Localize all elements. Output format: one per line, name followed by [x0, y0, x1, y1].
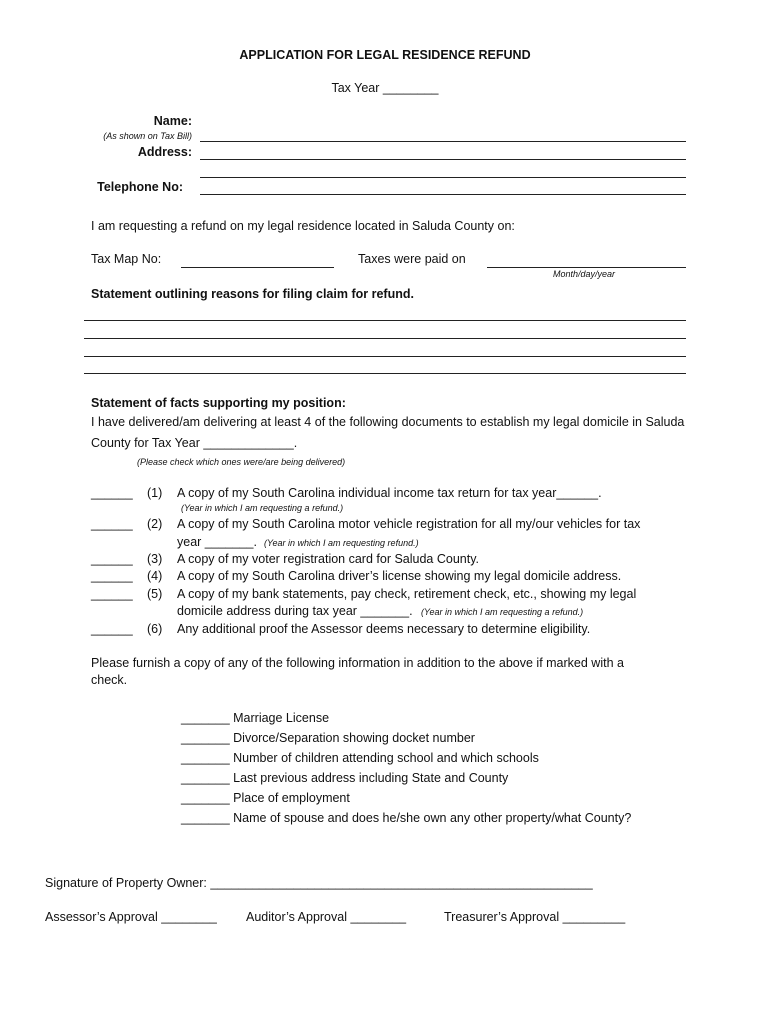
facts-line-1: I have delivered/am delivering at least 4 of the following documents to establish my legal domicile in Saluda: [91, 415, 685, 429]
reason-line-4[interactable]: [84, 373, 686, 374]
doc-5-text: A copy of my bank statements, pay check, retirement check, etc., showing my legal: [177, 587, 637, 601]
address-label: Address:: [137, 145, 192, 159]
doc-3-blank[interactable]: ______: [91, 552, 133, 566]
assessor-approval[interactable]: Assessor’s Approval ________: [45, 910, 217, 924]
furnish-line-2: check.: [91, 673, 128, 687]
facts-line-2: County for Tax Year _____________.: [91, 436, 298, 450]
tax-map-label: Tax Map No:: [91, 252, 162, 266]
doc-4-text: A copy of my South Carolina driver’s license showing my legal domicile address.: [177, 569, 622, 583]
name-note: (As shown on Tax Bill): [103, 131, 192, 141]
doc-2-text: A copy of my South Carolina motor vehicle registration for all my/our vehicles for tax: [177, 517, 641, 531]
doc-3-text: A copy of my voter registration card for Saluda County.: [177, 552, 479, 566]
treasurer-approval[interactable]: Treasurer’s Approval _________: [444, 910, 626, 924]
extra-item[interactable]: _______ Divorce/Separation showing docket number: [181, 731, 475, 745]
form-title: APPLICATION FOR LEGAL RESIDENCE REFUND: [239, 48, 531, 62]
auditor-approval[interactable]: Auditor’s Approval ________: [246, 910, 407, 924]
doc-6-num: (6): [147, 622, 163, 636]
doc-6-blank[interactable]: ______: [91, 622, 133, 636]
extra-item[interactable]: _______ Last previous address including State and County: [181, 771, 509, 785]
doc-4-blank[interactable]: ______: [91, 569, 133, 583]
doc-5-text-2: domicile address during tax year _______.: [177, 604, 413, 618]
address-line-2[interactable]: [200, 177, 686, 178]
doc-1-text: A copy of my South Carolina individual income tax return for tax year______.: [177, 486, 602, 500]
signature-field[interactable]: Signature of Property Owner: _______________________________________________________: [45, 876, 593, 890]
reasons-heading: Statement outlining reasons for filing claim for refund.: [91, 287, 414, 301]
doc-5-num: (5): [147, 587, 163, 601]
doc-4-num: (4): [147, 569, 163, 583]
facts-heading: Statement of facts supporting my position:: [91, 396, 346, 410]
extra-item[interactable]: _______ Marriage License: [181, 711, 330, 725]
extra-item[interactable]: _______ Number of children attending school and which schools: [181, 751, 539, 765]
reason-line-1[interactable]: [84, 320, 686, 321]
doc-2-sub: (Year in which I am requesting refund.): [264, 538, 419, 548]
doc-5-sub: (Year in which I am requesting a refund.): [421, 607, 584, 617]
name-line[interactable]: [200, 141, 686, 142]
doc-1-blank[interactable]: ______: [91, 486, 133, 500]
doc-3-num: (3): [147, 552, 163, 566]
telephone-line[interactable]: [200, 194, 686, 195]
reason-line-3[interactable]: [84, 356, 686, 357]
name-label: Name:: [153, 114, 192, 128]
date-hint: Month/day/year: [553, 269, 616, 279]
taxes-paid-line[interactable]: [487, 267, 686, 268]
request-text: I am requesting a refund on my legal residence located in Saluda County on:: [91, 219, 515, 233]
telephone-label: Telephone No:: [97, 180, 183, 194]
doc-1-num: (1): [147, 486, 163, 500]
doc-2-blank[interactable]: ______: [91, 517, 133, 531]
facts-note: (Please check which ones were/are being delivered): [137, 457, 346, 467]
furnish-line-1: Please furnish a copy of any of the following information in addition to the above if marked with a: [91, 656, 624, 670]
doc-2-num: (2): [147, 517, 163, 531]
tax-year-field[interactable]: Tax Year ________: [331, 81, 439, 95]
extra-item[interactable]: _______ Place of employment: [181, 791, 350, 805]
address-line-1[interactable]: [200, 159, 686, 160]
doc-2-text-2: year _______.: [177, 535, 257, 549]
doc-1-sub: (Year in which I am requesting a refund.): [181, 503, 344, 513]
taxes-paid-label: Taxes were paid on: [358, 252, 466, 266]
tax-map-line[interactable]: [181, 267, 334, 268]
doc-5-blank[interactable]: ______: [91, 587, 133, 601]
doc-6-text: Any additional proof the Assessor deems necessary to determine eligibility.: [177, 622, 591, 636]
extra-item[interactable]: _______ Name of spouse and does he/she own any other property/what County?: [181, 811, 632, 825]
reason-line-2[interactable]: [84, 338, 686, 339]
